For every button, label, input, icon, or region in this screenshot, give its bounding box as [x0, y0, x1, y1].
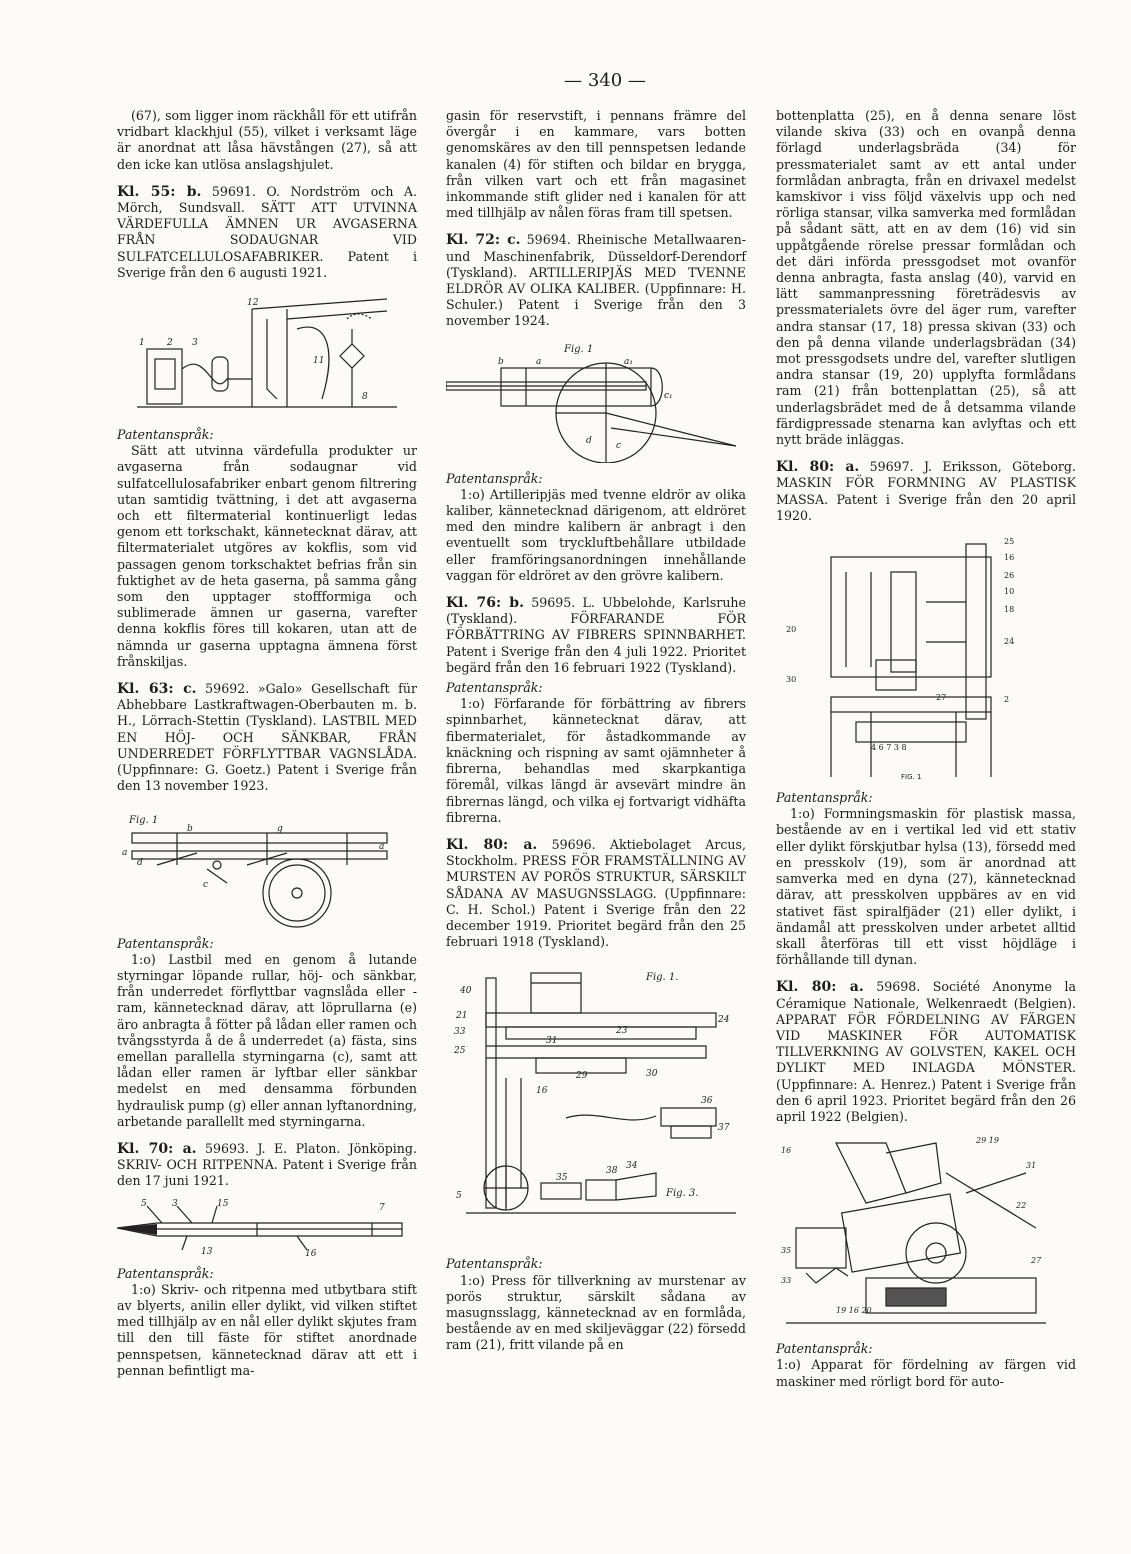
gas-filter-drawing [117, 289, 407, 419]
continued-text: gasin för reservstift, i pennans främre del övergår i en kammare, vars botten genomskäres av den till pennspetsen ledande kanalen (4) för stiften och bildar en brygga, från vilken vart och ett från magasinet inkommande stift glider ned i kanalen för att med tillhjälp av nålen föras fram till spetsen. [446, 108, 746, 221]
truck-body-drawing [117, 803, 407, 928]
patent-claim-heading: Patentanspråk: [776, 790, 873, 806]
forming-machine-drawing [776, 532, 1056, 782]
figure-label: Fig. 1. [646, 972, 679, 984]
patent-entry-details: 59692. »Galo» Gesellschaft für Abhebbare Lastkraftwagen-Oberbauten m. b. H., Lörrach-Stettin (Tyskland). LASTBIL MED EN HÖJ- OCH SÄNKBAR, FRÅN UNDERREDET FÖRFLYTTBAR VAGNSLÅDA. (Uppfinnare: G. Goetz.) Patent i Sverige från den 13 november 1923. [117, 681, 417, 794]
svg-text:31: 31 [546, 1036, 558, 1047]
patent-entry-details: 59695. L. Ubbelohde, Karlsruhe (Tyskland). FÖRFARANDE FÖR FÖRBÄTTRING AV FIBRERS SPINNBARHET. Patent i Sverige från den 4 juli 1922. Prioritet begärd från den 16 februari 1922 (Tyskland). [446, 595, 746, 675]
svg-text:33: 33 [454, 1027, 466, 1038]
patent-entry-details: 59698. Société Anonyme la Céramique Nationale, Welkenraedt (Belgien). APPARAT FÖR FÖRDELNING AV FÄRGEN VID MASKINER FÖR AUTOMATISK TILLVERKNING AV GOLVSTEN, KAKEL OCH DYLIKT MED INLAGDA MÖNSTER. (Uppfinnare: A. Henrez.) Patent i Sverige från den 6 april 1923. Prioritet begärd från den 26 april 1922 (Belgien). [776, 979, 1076, 1124]
patent-entry-details: 59697. J. Eriksson, Göteborg. MASKIN FÖR FORMNING AV PLASTISK MASSA. Patent i Sverige från den 20 april 1920. [776, 459, 1076, 523]
svg-text:5: 5 [456, 1191, 462, 1202]
patent-claim-heading: Patentanspråk: [446, 470, 543, 486]
page-number: — 340 — [564, 70, 646, 91]
patent-claim-heading: Patentanspråk: [446, 680, 543, 696]
svg-text:33: 33 [781, 1276, 792, 1286]
figure-label: Fig. 1 [129, 814, 159, 826]
svg-text:24: 24 [718, 1015, 730, 1026]
svg-text:15: 15 [217, 1198, 229, 1209]
figure-brick-press [446, 958, 746, 1248]
artillery-drawing [446, 338, 746, 463]
patent-entry-details: 59696. Aktiebolaget Arcus, Stockholm. PRESS FÖR FRAMSTÄLLNING AV MURSTEN AV PORÖS STRUKTUR, SÄRSKILT SÅDANA AV MASUGNSSLAGG. (Uppfinnare: C. H. Schol.) Patent i Sverige från den 22 december 1919. Prioritet begärd från den 25 februari 1918 (Tyskland). [446, 836, 746, 950]
svg-text:c: c [616, 440, 622, 451]
svg-text:21: 21 [456, 1011, 468, 1022]
patent-claim-text: 1:o) Skriv- och ritpenna med utbytbara stift av blyerts, anilin eller dylikt, vid vilken stiftet med tillhjälp av en nål eller dylikt skjutes fram till den till fäste för stiftet anordnade pennspetsen, kännetecknad därav att ett i pennan befintligt ma- [117, 1281, 417, 1378]
svg-text:40: 40 [460, 986, 472, 997]
color-apparatus-drawing [776, 1133, 1056, 1333]
svg-text:22: 22 [1016, 1201, 1027, 1211]
svg-text:35: 35 [781, 1246, 792, 1256]
patent-claim-text: Sätt att utvinna värdefulla produkter ur avgaserna från sodaugnar vid sulfatcellulosafabriker enbart genom filtrering utan samtidig tvättning, i det att avgaserna och ett filtermaterial kontinuerligt ledas genom ett torkschakt, kännetecknat därav, att filtermaterialet utgöres av kokflis, som vid passagen genom torkschaktet befrias från sin fuktighet av de heta gaserna, på samma gång som den upptager stoffformiga och sublimerade ämnen ur gaserna, varefter denna kokflis föres till kokaren, utan att de nämnda ur gaserna upptagna ämnena först frånskiljas. [117, 443, 417, 669]
svg-text:3: 3 [172, 1198, 178, 1209]
patent-entry-details: 59691. O. Nordström och A. Mörch, Sundsvall. SÄTT ATT UTVINNA VÄRDEFULLA ÄMNEN UR AVGASERNA FRÅN SODAUGNAR VID SULFATCELLULOSAFABRIKER. Patent i Sverige från den 6 augusti 1921. [117, 183, 418, 280]
patent-claim-heading: Patentanspråk: [117, 427, 214, 443]
svg-text:a: a [536, 356, 542, 367]
figure-forming-machine [776, 532, 1076, 782]
patent-class: Kl. 80: a. [776, 979, 864, 996]
svg-text:34: 34 [626, 1161, 638, 1172]
patent-entry-heading [776, 979, 1076, 1125]
svg-text:d: d [137, 857, 143, 868]
figure-color-distribution-apparatus [776, 1133, 1076, 1333]
svg-text:30: 30 [646, 1069, 658, 1080]
svg-text:5: 5 [141, 1198, 147, 1209]
svg-text:25: 25 [1004, 537, 1015, 547]
svg-text:11: 11 [313, 356, 325, 367]
svg-text:16: 16 [305, 1248, 317, 1258]
svg-text:26: 26 [1004, 571, 1015, 581]
pen-drawing [117, 1198, 407, 1258]
patent-entry-details: 59694. Rheinische Metallwaaren- und Maschinenfabrik, Düsseldorf-Derendorf (Tyskland). ARTILLERIPJÄS MED TVENNE ELDRÖR AV OLIKA KALIBER. (Uppfinnare: H. Schuler.) Patent i Sverige från den 3 november 1924. [446, 232, 746, 329]
patent-claim-text: 1:o) Apparat för fördelning av färgen vid maskiner med rörligt bord för auto- [776, 1357, 1076, 1389]
svg-text:36: 36 [701, 1096, 713, 1107]
patent-entry-heading [117, 681, 417, 794]
svg-text:13: 13 [201, 1246, 213, 1257]
svg-text:b: b [187, 823, 193, 834]
svg-text:c₁: c₁ [664, 390, 673, 401]
column-1 [117, 108, 417, 1379]
svg-text:7: 7 [379, 1202, 385, 1213]
svg-text:29 19: 29 19 [976, 1136, 999, 1146]
patent-class: Kl. 80: a. [776, 459, 860, 476]
patent-claim-heading: Patentanspråk: [776, 1341, 873, 1357]
figure-pen [117, 1198, 417, 1258]
patent-class: Kl. 76: b. [446, 595, 524, 612]
patent-claim-heading: Patentanspråk: [117, 935, 214, 951]
svg-text:27: 27 [1031, 1256, 1042, 1266]
svg-text:a₁: a₁ [624, 356, 633, 367]
patent-class: Kl. 80: a. [446, 836, 538, 853]
svg-text:30: 30 [786, 675, 797, 685]
patent-class: Kl. 55: b. [117, 183, 202, 200]
svg-text:37: 37 [718, 1123, 730, 1134]
svg-text:18: 18 [1004, 605, 1015, 615]
patent-claim-text: 1:o) Lastbil med en genom å lutande styrningar löpande rullar, höj- och sänkbar, från underredet förflyttbar vagnslåda eller -ram, kännetecknad därav, att löprullarna (e) äro anbragta å fötter på lådan eller ramen och tvångsstyrda å de å underredet (a) fästa, sins emellan parallella styrningarna (c), samt att lådan eller ramen är lyftbar eller sänkbar medelst en med densamma förbunden hydraulisk pump (g) eller annan lyftanordning, arbetande parallellt med styrningarna. [117, 951, 417, 1129]
svg-text:16: 16 [781, 1146, 792, 1156]
patent-entry-heading [446, 837, 746, 950]
svg-text:b: b [498, 356, 504, 367]
patent-entry-heading [446, 232, 746, 329]
svg-text:27: 27 [936, 693, 947, 703]
svg-text:10: 10 [1004, 587, 1015, 597]
patent-claim-text: 1:o) Artilleripjäs med tvenne eldrör av olika kaliber, kännetecknad därigenom, att eldröret med den mindre kalibern är anbragt i den eventuellt som tryckluftbehållare utbildade eller framföringsanordningen innehållande vaggan för eldröret av den grövre kalibern. [446, 486, 746, 583]
svg-text:29: 29 [576, 1071, 588, 1082]
continued-text: bottenplatta (25), en å denna senare löst vilande skiva (33) och en ovanpå denna förlagd underlagsbräda (34) för pressmaterialet samt av ett antal under formlådan anbragta, från en drivaxel medelst kamskivor i viss följd växelvis upp och ned rörliga stansar, vilka samverka med formlådan på sådant sätt, att en av dem (16) vid sin uppåtgående rörelse pressar formlådan och det däri införda pressgodset mot ovanför denna anbragta, fasta anslag (40), varvid en lätt sammanpressning företrädesvis av pressmaterialets övre del äger rum, varefter andra stansar (17, 18) pressa skivan (33) och den på denna vilande underlagsbrädan (34) mot pressgodsets undre del, varefter slutligen andra stansar (19, 20) upplyfta formlådans ram (21) från bottenplattan (25), så att underlagsbrädet med de å detsamma vilande färdigpressade stenarna kan avlyftas och ett nytt bräde inläggas. [776, 108, 1076, 448]
svg-text:2: 2 [1004, 695, 1010, 705]
svg-text:3: 3 [192, 338, 198, 349]
svg-text:16: 16 [536, 1086, 548, 1097]
svg-text:1: 1 [139, 338, 145, 349]
patent-claim-text: 1:o) Formningsmaskin för plastisk massa, bestående av en i vertikal led vid ett stativ eller dylikt förskjutbar hylsa (13), försedd med en presskolv (19), som är anordnad att samverka med en dyna (27), kännetecknad därav, att presskolven uppbäres av en vid stativet fäst spiralfjäder (21) eller dylikt, i ändamål att presskolven under arbetet alltid skall återföras till ett visst höjdläge i förhållande till dynan. [776, 806, 1076, 968]
patent-claim-heading: Patentanspråk: [117, 1265, 214, 1281]
svg-text:35: 35 [556, 1173, 568, 1184]
patent-class: Kl. 70: a. [117, 1140, 197, 1157]
svg-text:8: 8 [362, 392, 368, 403]
patent-entry-heading [117, 184, 417, 281]
svg-text:20: 20 [786, 625, 797, 635]
figure-artillery-piece [446, 338, 746, 463]
svg-text:a: a [122, 847, 128, 858]
patent-entry-heading [446, 595, 746, 676]
svg-text:24: 24 [1004, 637, 1015, 647]
patent-entry-heading [776, 459, 1076, 524]
svg-text:38: 38 [606, 1166, 618, 1177]
figure-label: Fig. 3. [666, 1188, 699, 1200]
svg-text:25: 25 [454, 1046, 466, 1057]
patent-claim-heading: Patentanspråk: [446, 1256, 543, 1272]
patent-class: Kl. 63: c. [117, 681, 197, 698]
svg-text:4 6 7 3 8: 4 6 7 3 8 [871, 743, 907, 753]
svg-text:31: 31 [1026, 1161, 1037, 1171]
brick-press-drawing [446, 958, 746, 1248]
svg-text:16: 16 [1004, 553, 1015, 563]
svg-text:a: a [379, 841, 385, 852]
column-3 [776, 108, 1076, 1390]
column-2 [446, 108, 746, 1354]
svg-text:12: 12 [247, 298, 259, 309]
patent-entry-heading [117, 1141, 417, 1190]
svg-text:23: 23 [616, 1026, 628, 1037]
patent-class: Kl. 72: c. [446, 232, 521, 249]
figure-label: Fig. 1 [564, 343, 594, 355]
patent-claim-text: 1:o) Press för tillverkning av murstenar av porös struktur, särskilt sådana av masugnsslagg, kännetecknad av en formlåda, bestående av en med skiljeväggar (22) försedd ram (21), fritt vilande på en [446, 1272, 746, 1353]
continued-text: (67), som ligger inom räckhåll för ett utifrån vridbart klackhjul (55), vilket i verksamt läge är anordnat att låsa hävstången (27), så att den icke kan utlösa anslagshjulet. [117, 108, 417, 172]
svg-text:2: 2 [167, 338, 173, 349]
svg-text:19 16 20: 19 16 20 [836, 1306, 872, 1316]
figure-gas-filter-apparatus [117, 289, 417, 419]
figure-label: FIG. 1 [901, 773, 922, 782]
svg-text:g: g [277, 823, 283, 834]
figure-truck-body [117, 803, 417, 928]
patent-claim-text: 1:o) Förfarande för förbättring av fibrers spinnbarhet, kännetecknat därav, att fibermaterialet, för åstadkommande av knäckning och rispning av samt ojämnheter å fibrerna, behandlas med skarpkantiga föremål, vilkas längd är avsevärt mindre än fibrernas längd, och vilka ej fortvarigt vidhäfta fibrerna. [446, 696, 746, 825]
patent-entry-details: 59693. J. E. Platon. Jönköping. SKRIV- OCH RITPENNA. Patent i Sverige från den 17 juni 1921. [117, 1140, 417, 1189]
svg-text:d: d [586, 435, 592, 446]
svg-text:c: c [203, 879, 209, 890]
